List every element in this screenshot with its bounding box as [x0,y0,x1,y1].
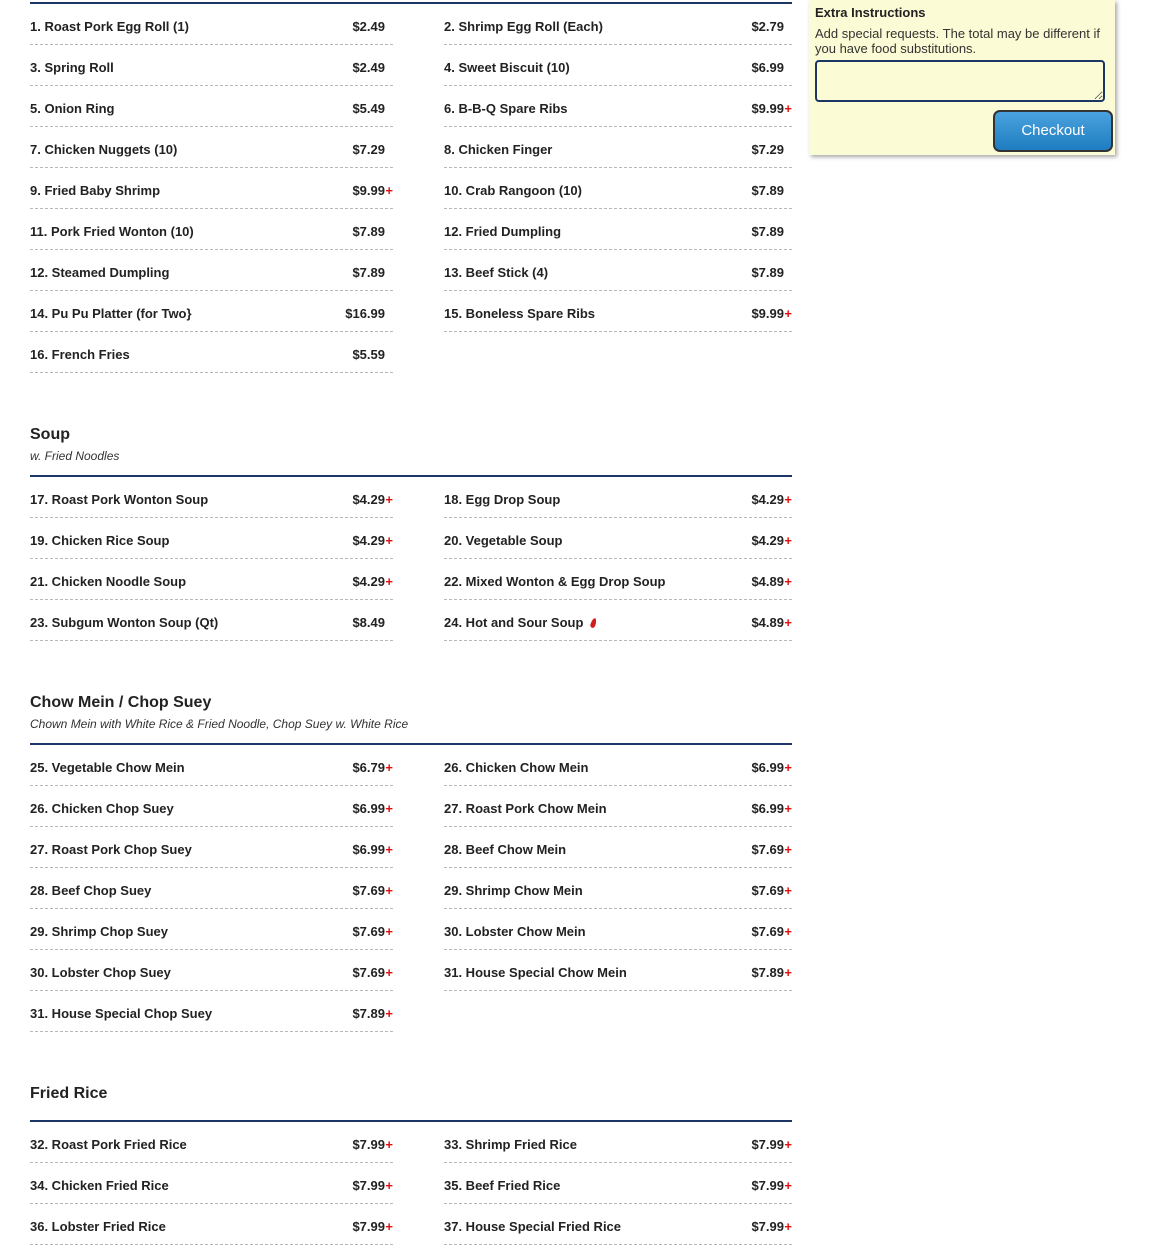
options-plus-icon[interactable]: + [385,1219,393,1234]
menu-column-right [444,477,792,641]
menu-item[interactable] [444,600,792,641]
menu-item[interactable] [444,127,792,168]
menu-item-price: $4.29 [352,574,385,589]
menu-item-name[interactable]: 12. Fried Dumpling [444,224,562,239]
menu-item[interactable] [444,950,792,991]
menu-item-price: $6.99 [751,60,784,75]
menu-item-name[interactable]: 37. House Special Fried Rice [444,1219,622,1234]
menu-item[interactable] [30,4,393,45]
menu-item-name[interactable]: 32. Roast Pork Fried Rice [30,1137,187,1152]
menu-item-name[interactable]: 30. Lobster Chow Mein [444,924,586,939]
menu-item[interactable] [444,909,792,950]
menu-item-price: $7.89 [352,224,385,239]
menu-item[interactable] [30,332,393,373]
menu-item[interactable] [444,1122,792,1163]
menu-item-name[interactable]: 28. Beef Chop Suey [30,883,152,898]
section-fried-rice [30,1084,792,1245]
menu-item[interactable] [30,909,393,950]
options-plus-icon[interactable]: + [385,1137,393,1152]
menu-item[interactable] [30,559,393,600]
menu-item[interactable] [30,518,393,559]
extra-instructions-description: Add special requests. The total may be different if you have food substitutions. [815,26,1100,56]
menu-item-name[interactable]: 31. House Special Chop Suey [30,1006,213,1021]
menu-item-name[interactable]: 14. Pu Pu Platter (for Two} [30,306,192,321]
menu-item-price: $7.29 [751,142,784,157]
options-plus-icon[interactable]: + [784,615,792,630]
menu-item-price: $7.99 [352,1178,385,1193]
menu-item[interactable] [30,745,393,786]
menu-item[interactable] [30,127,393,168]
menu-item-name[interactable]: 16. French Fries [30,347,130,362]
menu-item[interactable] [30,1122,393,1163]
menu-item-price: $7.69 [352,883,385,898]
fried-rice-grid [30,1122,792,1245]
menu-item-price: $2.79 [751,19,784,34]
menu-item-name[interactable]: 19. Chicken Rice Soup [30,533,170,548]
menu-item-price: $7.89 [352,265,385,280]
menu-item-price: $4.29 [751,492,784,507]
menu-item-name[interactable]: 30. Lobster Chop Suey [30,965,171,980]
menu-item-price: $7.29 [352,142,385,157]
options-plus-icon[interactable]: + [784,492,792,507]
menu-item[interactable] [444,786,792,827]
menu-item[interactable] [444,168,792,209]
menu-item[interactable] [444,559,792,600]
menu-item-name[interactable]: 23. Subgum Wonton Soup (Qt) [30,615,219,630]
options-plus-icon[interactable]: + [385,801,393,816]
menu-item-price: $6.99 [352,842,385,857]
menu-item-price: $7.69 [751,842,784,857]
menu-item[interactable] [30,1204,393,1245]
menu-item[interactable] [444,1204,792,1245]
menu-item-name[interactable]: 18. Egg Drop Soup [444,492,561,507]
menu-item-name[interactable]: 21. Chicken Noodle Soup [30,574,187,589]
menu-item[interactable] [444,868,792,909]
menu-item-price: $8.49 [352,615,385,630]
menu-item[interactable] [30,600,393,641]
menu-item[interactable] [444,4,792,45]
menu-column-left [30,477,393,641]
pepper-icon [590,617,598,628]
options-plus-icon[interactable]: + [385,924,393,939]
menu-column-right [444,1122,792,1245]
menu-item-price: $7.99 [352,1219,385,1234]
menu-item[interactable] [30,991,393,1032]
extra-instructions-panel [809,0,1115,155]
menu-item-name[interactable]: 26. Chicken Chow Mein [444,760,589,775]
menu-item-price: $7.89 [352,1006,385,1021]
menu-item[interactable] [30,868,393,909]
options-plus-icon[interactable]: + [385,574,393,589]
menu-item-name[interactable]: 22. Mixed Wonton & Egg Drop Soup [444,574,666,589]
menu-item[interactable] [30,1163,393,1204]
menu-item[interactable] [30,168,393,209]
menu-item-price: $4.89 [751,574,784,589]
menu-item-price: $5.59 [352,347,385,362]
options-plus-icon[interactable]: + [784,533,792,548]
options-plus-icon[interactable]: + [784,1137,792,1152]
menu-item-name[interactable]: 12. Steamed Dumpling [30,265,170,280]
menu-item-name[interactable]: 8. Chicken Finger [444,142,553,157]
options-plus-icon[interactable]: + [784,101,792,116]
menu-item-name[interactable]: 2. Shrimp Egg Roll (Each) [444,19,603,34]
options-plus-icon[interactable]: + [385,760,393,775]
menu-item-name[interactable]: 27. Roast Pork Chow Mein [444,801,607,816]
menu-item[interactable] [30,291,393,332]
options-plus-icon[interactable]: + [385,842,393,857]
menu-item-price: $4.29 [751,533,784,548]
options-plus-icon[interactable]: + [784,801,792,816]
options-plus-icon[interactable]: + [784,1219,792,1234]
menu-item-name[interactable]: 6. B-B-Q Spare Ribs [444,101,568,116]
menu-item-price: $9.99 [352,183,385,198]
menu-item[interactable] [30,250,393,291]
options-plus-icon[interactable]: + [784,842,792,857]
menu-item-price: $7.69 [751,924,784,939]
menu-item-name[interactable]: 1. Roast Pork Egg Roll (1) [30,19,189,34]
menu-item-price: $4.89 [751,615,784,630]
menu-item[interactable] [30,209,393,250]
menu-item-price: $7.99 [751,1137,784,1152]
menu-item-name[interactable]: 29. Shrimp Chow Mein [444,883,583,898]
menu-item-price: $7.89 [751,265,784,280]
menu-item-name[interactable]: 35. Beef Fried Rice [444,1178,561,1193]
menu-item[interactable] [444,477,792,518]
menu-item[interactable] [444,518,792,559]
menu-item[interactable] [30,827,393,868]
menu-item-price: $6.99 [751,760,784,775]
menu-item-name[interactable]: 4. Sweet Biscuit (10) [444,60,570,75]
menu-item[interactable] [444,745,792,786]
menu-item-name[interactable]: 17. Roast Pork Wonton Soup [30,492,209,507]
extra-instructions-input[interactable] [815,60,1105,102]
menu-item[interactable] [444,1163,792,1204]
menu-item[interactable] [30,477,393,518]
appetizers-grid [30,4,792,373]
menu-item-price: $7.69 [352,924,385,939]
menu-item-price: $16.99 [345,306,385,321]
menu-column-left [30,4,393,373]
menu-item-price: $5.49 [352,101,385,116]
menu-item[interactable] [30,86,393,127]
menu-item-name[interactable]: 33. Shrimp Fried Rice [444,1137,577,1152]
menu-item[interactable] [444,209,792,250]
menu-item-name[interactable]: 15. Boneless Spare Ribs [444,306,596,321]
menu-item[interactable] [30,45,393,86]
section-subtitle: Chown Mein with White Rice & Fried Noodle, Chop Suey w. White Rice [30,717,409,731]
menu-item-name[interactable]: 11. Pork Fried Wonton (10) [30,224,194,239]
menu-item-name[interactable]: 25. Vegetable Chow Mein [30,760,185,775]
menu-column-left [30,745,393,1032]
menu-item-price: $7.89 [751,224,784,239]
checkout-button[interactable]: Checkout [993,110,1113,152]
menu-item-name[interactable]: 27. Roast Pork Chop Suey [30,842,192,857]
options-plus-icon[interactable]: + [784,924,792,939]
menu-item-name[interactable]: 10. Crab Rangoon (10) [444,183,582,198]
menu-item-price: $7.69 [751,883,784,898]
section-title: Chow Mein / Chop Suey [30,694,212,711]
options-plus-icon[interactable]: + [784,574,792,589]
menu-item-price: $6.79 [352,760,385,775]
menu-item-name[interactable]: 7. Chicken Nuggets (10) [30,142,178,157]
chow-mein-grid [30,745,792,1032]
menu-item-price: $9.99 [751,306,784,321]
menu-item-name[interactable]: 34. Chicken Fried Rice [30,1178,169,1193]
menu-item-price: $7.89 [751,965,784,980]
menu-item-price: $7.69 [352,965,385,980]
options-plus-icon[interactable]: + [784,965,792,980]
menu-item-price: $7.99 [751,1219,784,1234]
menu-item-price: $4.29 [352,492,385,507]
menu-item-price: $6.99 [751,801,784,816]
options-plus-icon[interactable]: + [385,965,393,980]
options-plus-icon[interactable]: + [385,1178,393,1193]
menu-item-name[interactable]: 20. Vegetable Soup [444,533,563,548]
menu-item[interactable] [444,291,792,332]
menu-item-price: $7.89 [751,183,784,198]
section-chow-mein [30,693,792,1032]
menu-item-name[interactable]: 13. Beef Stick (4) [444,265,549,280]
menu-item-name[interactable]: 24. Hot and Sour Soup [444,615,596,630]
menu-item-name[interactable]: 9. Fried Baby Shrimp [30,183,161,198]
extra-instructions-title: Extra Instructions [815,5,926,20]
menu-item-price: $7.99 [751,1178,784,1193]
menu-item-name[interactable]: 36. Lobster Fried Rice [30,1219,166,1234]
menu-item[interactable] [444,827,792,868]
menu-item[interactable] [444,86,792,127]
section-subtitle: w. Fried Noodles [30,449,120,463]
menu-column-left [30,1122,393,1245]
menu-item[interactable] [444,250,792,291]
options-plus-icon[interactable]: + [784,306,792,321]
options-plus-icon[interactable]: + [385,183,393,198]
options-plus-icon[interactable]: + [784,760,792,775]
options-plus-icon[interactable]: + [385,533,393,548]
menu-column-right [444,745,792,1032]
menu-item-name[interactable]: 26. Chicken Chop Suey [30,801,174,816]
options-plus-icon[interactable]: + [385,1006,393,1021]
soup-grid [30,477,792,641]
menu-item-price: $7.99 [352,1137,385,1152]
menu-item[interactable] [30,950,393,991]
menu-column-right [444,4,792,373]
options-plus-icon[interactable]: + [385,883,393,898]
options-plus-icon[interactable]: + [784,883,792,898]
menu-item-name[interactable]: 29. Shrimp Chop Suey [30,924,168,939]
section-title: Soup [30,426,70,443]
menu-item[interactable] [30,786,393,827]
menu-item-name[interactable]: 3. Spring Roll [30,60,114,75]
menu-item-price: $2.49 [352,19,385,34]
menu-item[interactable] [444,45,792,86]
menu-item-price: $9.99 [751,101,784,116]
section-title: Fried Rice [30,1085,108,1102]
section-soup [30,425,792,641]
menu-item-price: $6.99 [352,801,385,816]
menu-item-price: $4.29 [352,533,385,548]
menu-item-name[interactable]: 31. House Special Chow Mein [444,965,627,980]
menu [30,0,792,1245]
options-plus-icon[interactable]: + [385,492,393,507]
menu-item-price: $2.49 [352,60,385,75]
menu-item-name[interactable]: 5. Onion Ring [30,101,115,116]
menu-item-name[interactable]: 28. Beef Chow Mein [444,842,567,857]
options-plus-icon[interactable]: + [784,1178,792,1193]
